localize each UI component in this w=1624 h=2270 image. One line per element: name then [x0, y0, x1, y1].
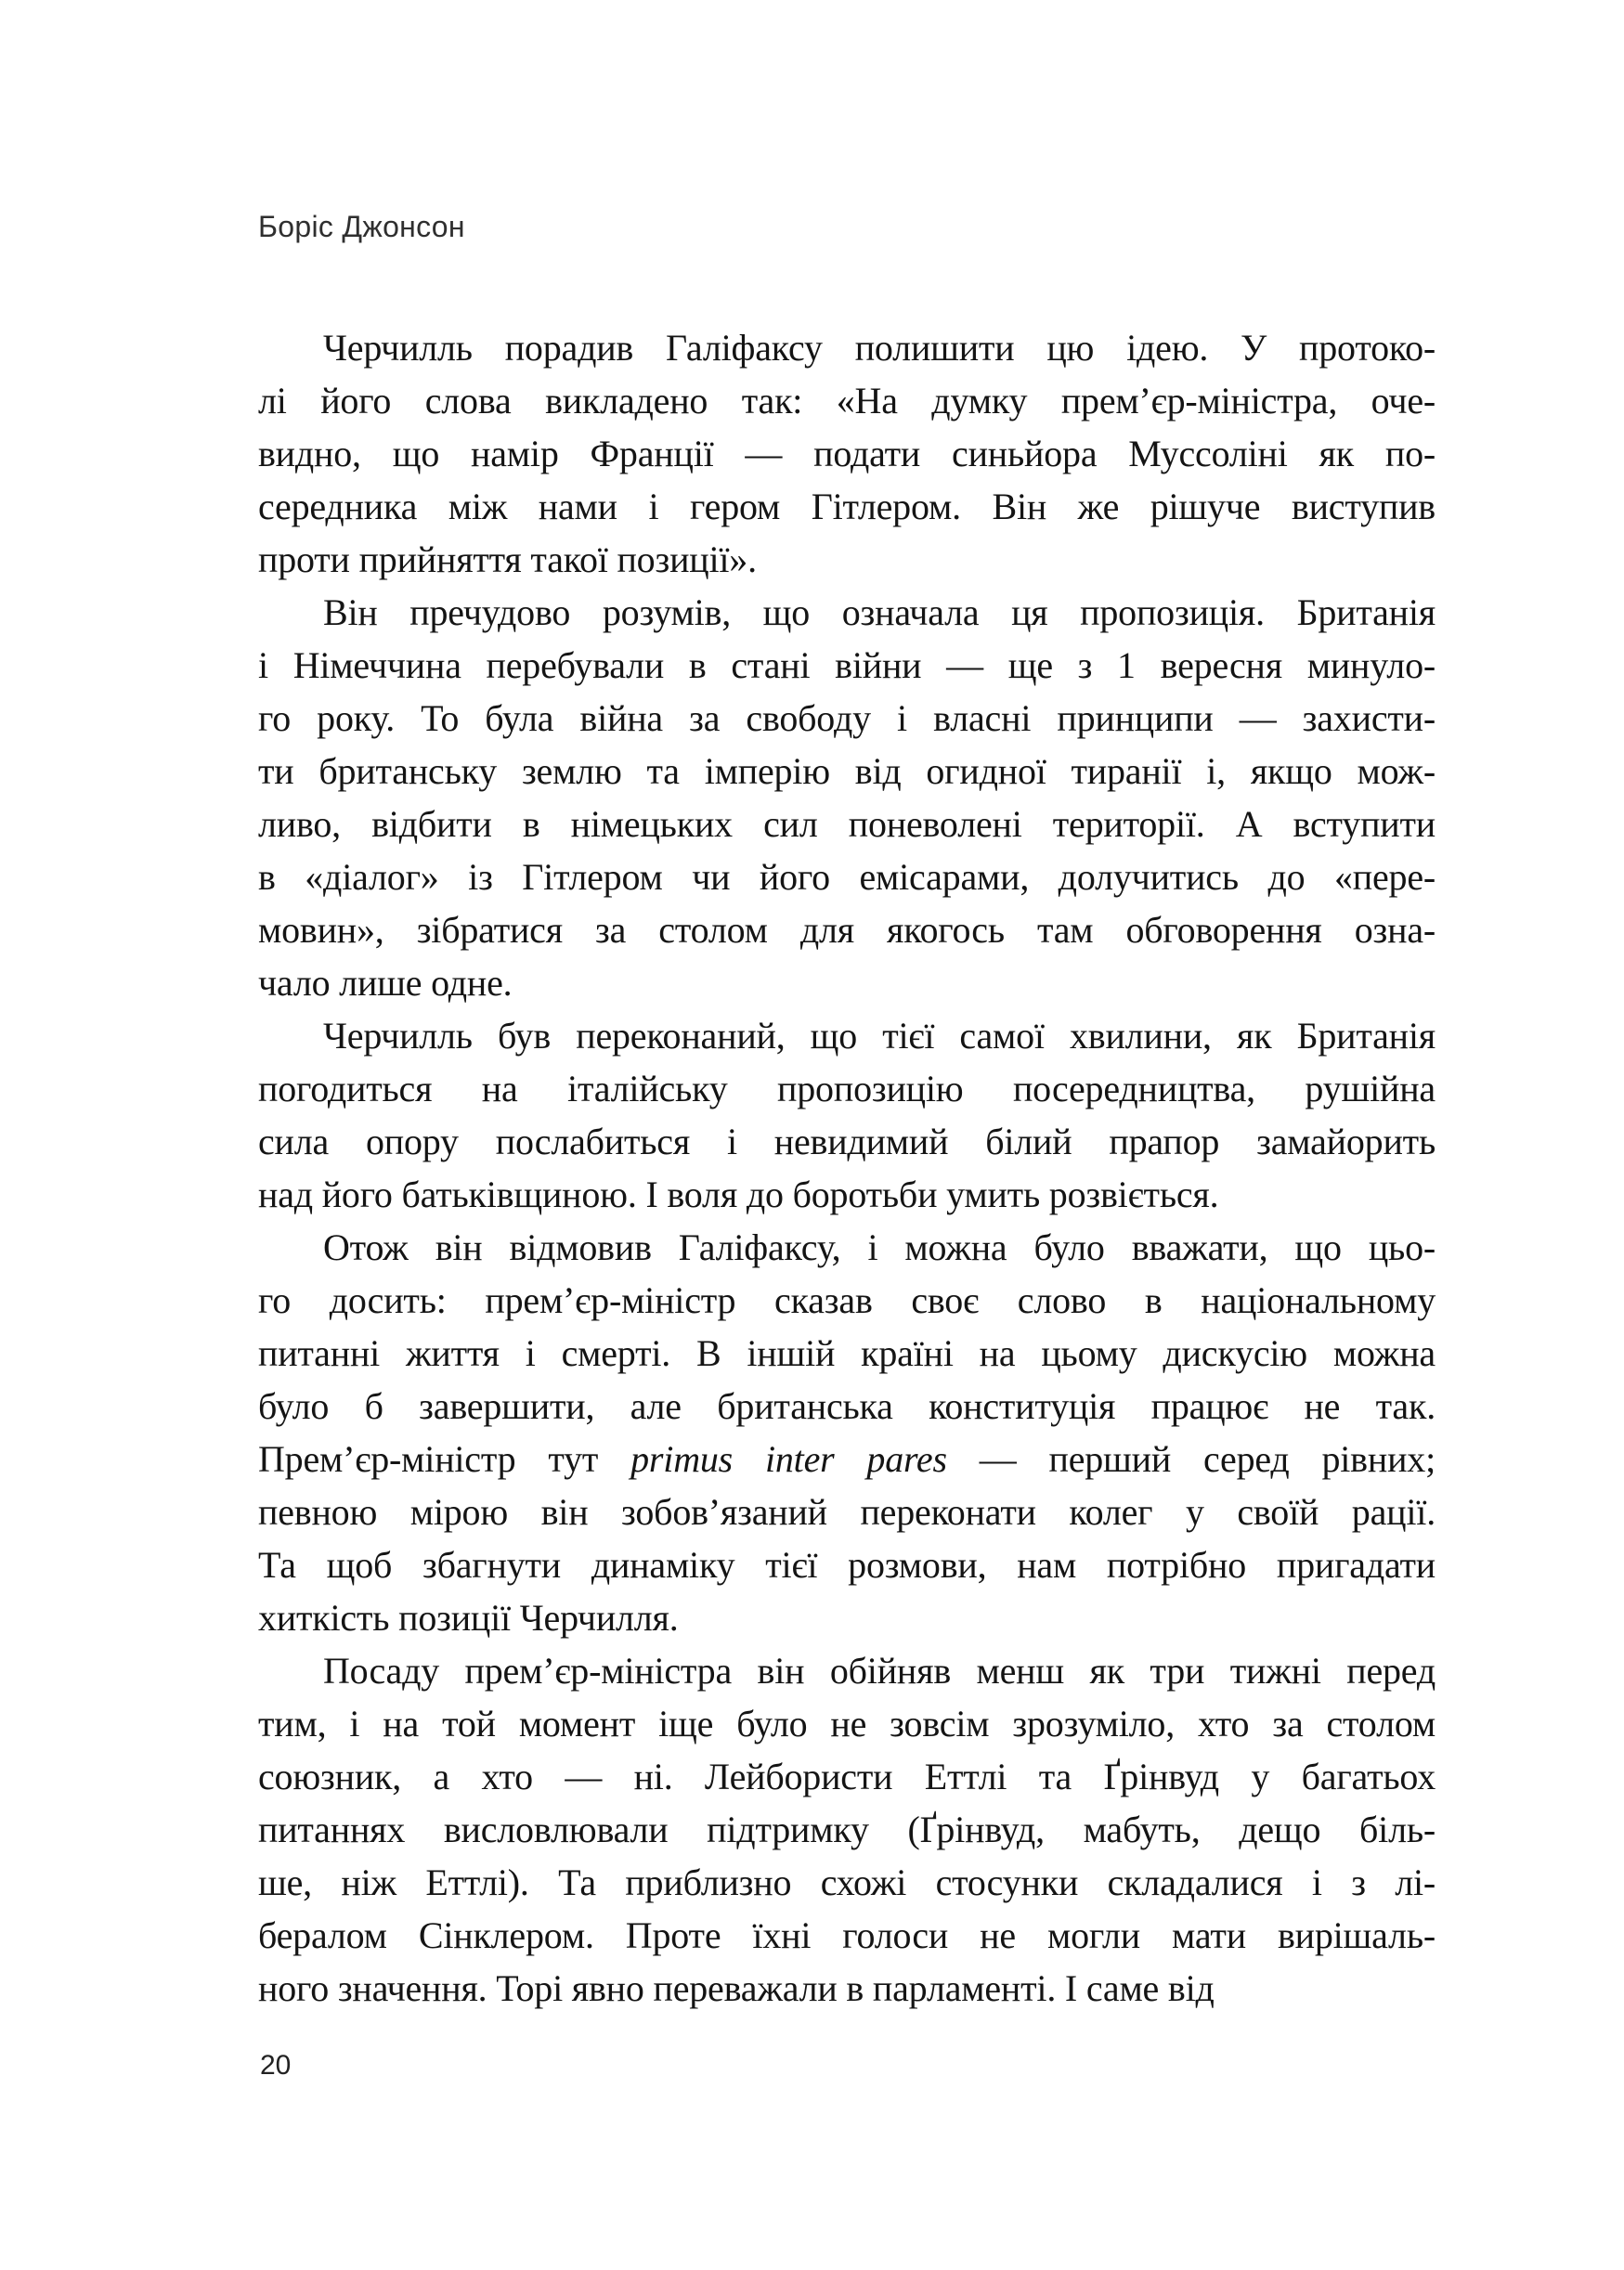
text-segment: сила опору послабиться і невидимий білий прапор замайорить	[258, 1121, 1436, 1162]
text-segment: видно, що намір Франції — подати синьйора Муссоліні як по-	[258, 433, 1436, 474]
text-line	[258, 427, 1436, 480]
text-line	[258, 533, 1436, 586]
text-segment: ше, ніж Еттлі). Та приблизно схожі стосунки складалися і з лі-	[258, 1861, 1436, 1903]
text-segment: в «діалог» із Гітлером чи його емісарами, долучитись до «пере-	[258, 856, 1436, 898]
text-segment: лі його слова викладено так: «На думку прем’єр-міністра, оче-	[258, 380, 1436, 422]
text-segment: чало лише одне.	[258, 962, 513, 1004]
text-segment: середника між нами і гером Гітлером. Він же рішуче виступив	[258, 486, 1436, 527]
text-segment: Посаду прем’єр-міністра він обійняв менш як три тижні перед	[323, 1650, 1436, 1692]
text-line	[258, 745, 1436, 798]
text-line	[258, 1327, 1436, 1380]
text-segment: Він пречудово розумів, що означала ця пропозиція. Британія	[323, 591, 1436, 633]
text-segment: союзник, а хто — ні. Лейбористи Еттлі та Ґрінвуд у багатьох	[258, 1756, 1436, 1797]
text-segment: було б завершити, але британська конституція працює не так.	[258, 1385, 1436, 1427]
text-line	[258, 1644, 1436, 1697]
text-line	[258, 321, 1436, 374]
text-line	[258, 798, 1436, 850]
text-line	[258, 374, 1436, 427]
text-segment: — перший серед рівних;	[946, 1438, 1436, 1480]
text-segment: проти прийняття такої позиції».	[258, 538, 757, 580]
text-segment: ного значення. Торі явно переважали в парламенті. І саме від	[258, 1967, 1215, 2009]
text-line	[258, 1062, 1436, 1115]
text-line	[258, 692, 1436, 745]
text-line	[258, 1803, 1436, 1856]
text-line	[258, 1962, 1436, 2015]
text-line	[258, 1591, 1436, 1644]
text-segment: питаннях висловлювали підтримку (Ґрінвуд, мабуть, дещо біль-	[258, 1809, 1436, 1850]
text-line	[258, 639, 1436, 692]
text-line	[258, 480, 1436, 533]
text-line	[258, 1856, 1436, 1909]
text-segment: над його батьківщиною. І воля до боротьби умить розвіється.	[258, 1174, 1219, 1215]
text-line	[258, 850, 1436, 903]
text-segment: хиткість позиції Черчилля.	[258, 1597, 679, 1639]
text-segment: тим, і на той момент іще було не зовсім зрозуміло, хто за столом	[258, 1703, 1436, 1745]
text-line	[258, 1274, 1436, 1327]
text-line	[258, 1433, 1436, 1485]
running-head-author: Боріс Джонсон	[258, 210, 465, 243]
text-segment: питанні життя і смерті. В іншій країні на цьому дискусію можна	[258, 1332, 1436, 1374]
text-segment: го досить: прем’єр-міністр сказав своє слово в національному	[258, 1279, 1436, 1321]
text-segment: Черчилль порадив Галіфаксу полишити цю ідею. У протоко-	[323, 327, 1436, 369]
text-segment: Черчилль був переконаний, що тієї самої хвилини, як Британія	[323, 1015, 1436, 1057]
text-line	[258, 1221, 1436, 1274]
page-number: 20	[260, 2050, 292, 2081]
text-segment: ти британську землю та імперію від огидної тиранії і, якщо мож-	[258, 750, 1436, 792]
text-line	[258, 1168, 1436, 1221]
text-segment: бералом Сінклером. Проте їхні голоси не могли мати вирішаль-	[258, 1914, 1436, 1956]
text-line	[258, 956, 1436, 1009]
text-segment: го року. То була війна за свободу і власні принципи — захисти-	[258, 697, 1436, 739]
text-segment: Та щоб збагнути динаміку тієї розмови, нам потрібно пригадати	[258, 1544, 1436, 1586]
text-segment: погодиться на італійську пропозицію посередництва, рушійна	[258, 1068, 1436, 1109]
text-segment: Отож він відмовив Галіфаксу, і можна було вважати, що цьо-	[323, 1226, 1436, 1268]
text-segment: і Німеччина перебували в стані війни — ще з 1 вересня минуло-	[258, 644, 1436, 686]
text-segment: Прем’єр-міністр тут	[258, 1438, 631, 1480]
text-line	[258, 1485, 1436, 1538]
text-line	[258, 1538, 1436, 1591]
text-line	[258, 1909, 1436, 1962]
text-line	[258, 1697, 1436, 1750]
text-line	[258, 1380, 1436, 1433]
latin-italic-phrase: primus inter pares	[630, 1438, 947, 1480]
text-segment: ливо, відбити в німецьких сил поневолені території. А вступити	[258, 803, 1436, 845]
text-line	[258, 903, 1436, 956]
text-line	[258, 1750, 1436, 1803]
text-block	[258, 321, 1436, 2015]
text-line	[258, 1115, 1436, 1168]
text-segment: мовин», зібратися за столом для якогось там обговорення озна-	[258, 909, 1436, 951]
text-line	[258, 1009, 1436, 1062]
text-segment: певною мірою він зобов’язаний переконати колег у своїй рації.	[258, 1491, 1436, 1533]
text-line	[258, 586, 1436, 639]
